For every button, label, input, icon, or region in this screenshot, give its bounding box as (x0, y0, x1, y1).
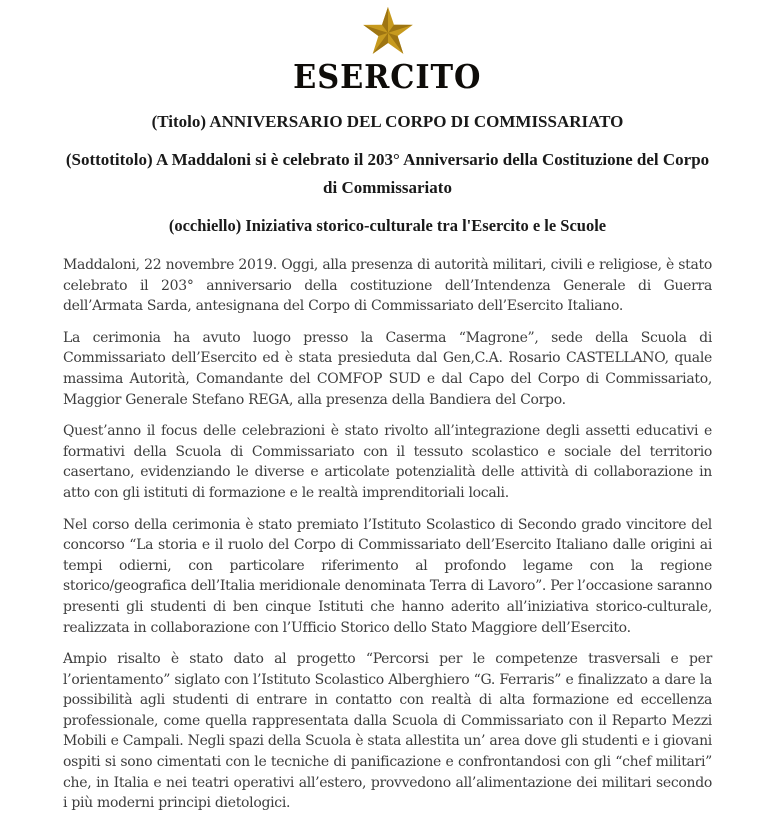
paragraph: Ampio risalto è stato dato al progetto “Percorsi per le competenze trasversali e per l’orientamento” siglato con l’Istituto Scolastico Alberghiero “G. Ferraris” e finalizzato a dare la possibilità agli studenti di entrare in contatto con realtà di alta formazione ed eccellenza professionale, come quella rappresentata dalla Scuola di Commissariato con il Reparto Mezzi Mobili e Campali. Negli spazi della Scuola è stata allestita un’ area dove gli studenti e i giovani ospiti si sono cimentati con le tecniche di panificazione e confrontandosi con gli “chef militari” che, in Italia e nei teatri operativi all’estero, provvedono all’alimentazione dei militari secondo i più moderni principi dietologici. (63, 651, 712, 812)
esercito-wordmark: ESERCITO (293, 57, 482, 96)
star-icon (63, 5, 712, 57)
document-subtitle: (Sottotitolo) A Maddaloni si è celebrato il 203° Anniversario della Costituzione del Corpo di Commissariato (65, 150, 710, 197)
paragraph: La cerimonia ha avuto luogo presso la Caserma “Magrone”, sede della Scuola di Commissariato dell’Esercito ed è stata presieduta dal Gen,C.A. Rosario CASTELLANO, quale massima Autorità, Comandante del COMFOP SUD e dal Capo del Corpo di Commissariato, Maggior Generale Stefano REGA, alla presenza della Bandiera del Corpo. (63, 329, 712, 408)
headings-block (63, 111, 712, 237)
paragraph: Maddaloni, 22 novembre 2019. Oggi, alla presenza di autorità militari, civili e religiose, è stato celebrato il 203° anniversario della costituzione dell’Intendenza Generale di Guerra dell’Armata Sarda, antesignana del Corpo di Commissariato dell’Esercito Italiano. (63, 257, 712, 315)
paragraph: Nel corso della cerimonia è stato premiato l’Istituto Scolastico di Secondo grado vincitore del concorso “La storia e il ruolo del Corpo di Commissariato dell’Esercito Italiano dalle origini ai tempi odierni, con particolare riferimento al profondo legame con la regione storico/geografica dell’Italia meridionale denominata Terra di Lavoro”. Per l’occasione saranno presenti gli studenti di ben cinque Istituti che hanno aderito all’iniziativa storico-culturale, realizzata in collaborazione con l’Ufficio Storico dello Stato Maggiore dell’Esercito. (63, 516, 712, 636)
article-body (63, 255, 712, 814)
document-kicker: (occhiello) Iniziativa storico-culturale tra l'Esercito e le Scuole (168, 216, 607, 235)
army-logo (63, 5, 712, 97)
document-title: (Titolo) ANNIVERSARIO DEL CORPO DI COMMISSARIATO (151, 112, 624, 131)
paragraph: Quest’anno il focus delle celebrazioni è stato rivolto all’integrazione degli assetti educativi e formativi della Scuola di Commissariato con il tessuto scolastico e sociale del territorio casertano, evidenziando le diverse e articolate potenzialità delle attività di collaborazione in atto con gli istituti di formazione e le realtà imprenditoriali locali. (63, 423, 712, 501)
